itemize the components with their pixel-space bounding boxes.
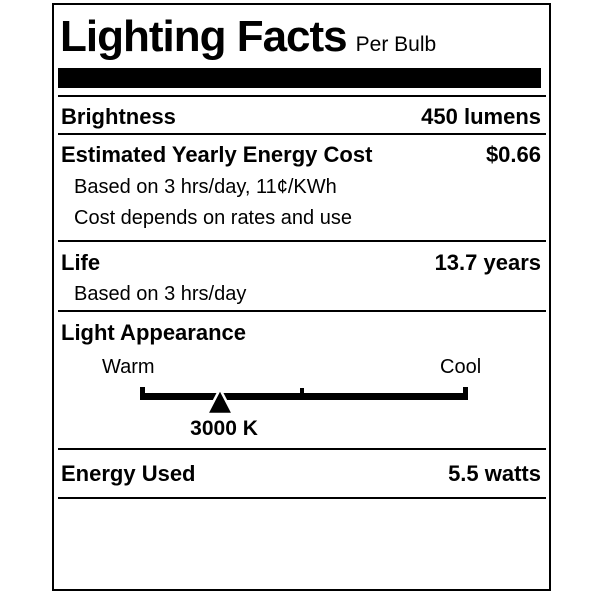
scale-right-end-tick bbox=[463, 387, 468, 400]
header-divider-bar bbox=[58, 68, 541, 88]
energy-cost-note-basis: Based on 3 hrs/day, 11¢/KWh bbox=[74, 176, 337, 198]
energy-cost-row bbox=[61, 140, 541, 170]
light-appearance-heading: Light Appearance bbox=[61, 320, 246, 345]
divider-rule bbox=[58, 310, 546, 312]
energy-cost-label: Estimated Yearly Energy Cost bbox=[61, 142, 373, 167]
divider-rule bbox=[58, 95, 546, 97]
brightness-row bbox=[61, 102, 541, 132]
divider-rule bbox=[58, 448, 546, 450]
color-temperature-scale-bar bbox=[140, 393, 468, 400]
life-note-basis: Based on 3 hrs/day bbox=[74, 283, 247, 305]
divider-rule bbox=[58, 240, 546, 242]
brightness-label: Brightness bbox=[61, 104, 176, 129]
energy-cost-note-disclaimer: Cost depends on rates and use bbox=[74, 207, 352, 229]
scale-middle-tick bbox=[300, 388, 304, 400]
scale-warm-label: Warm bbox=[102, 356, 155, 378]
label-title: Lighting Facts bbox=[60, 12, 347, 61]
kelvin-marker-icon bbox=[204, 387, 236, 416]
life-value: 13.7 years bbox=[434, 250, 541, 275]
life-label: Life bbox=[61, 250, 101, 275]
life-row bbox=[61, 248, 541, 278]
per-unit-label: Per Bulb bbox=[355, 33, 437, 56]
energy-cost-value: $0.66 bbox=[485, 142, 541, 167]
label-header bbox=[60, 13, 545, 63]
energy-used-label: Energy Used bbox=[61, 461, 196, 486]
kelvin-value: 3000 K bbox=[190, 417, 258, 440]
energy-used-value: 5.5 watts bbox=[448, 461, 541, 486]
divider-rule bbox=[58, 133, 546, 135]
divider-rule bbox=[58, 497, 546, 499]
brightness-value: 450 lumens bbox=[421, 104, 541, 129]
scale-left-end-tick bbox=[140, 387, 145, 400]
scale-cool-label: Cool bbox=[440, 356, 482, 378]
energy-used-row bbox=[61, 459, 541, 489]
lighting-facts-label bbox=[52, 3, 551, 591]
